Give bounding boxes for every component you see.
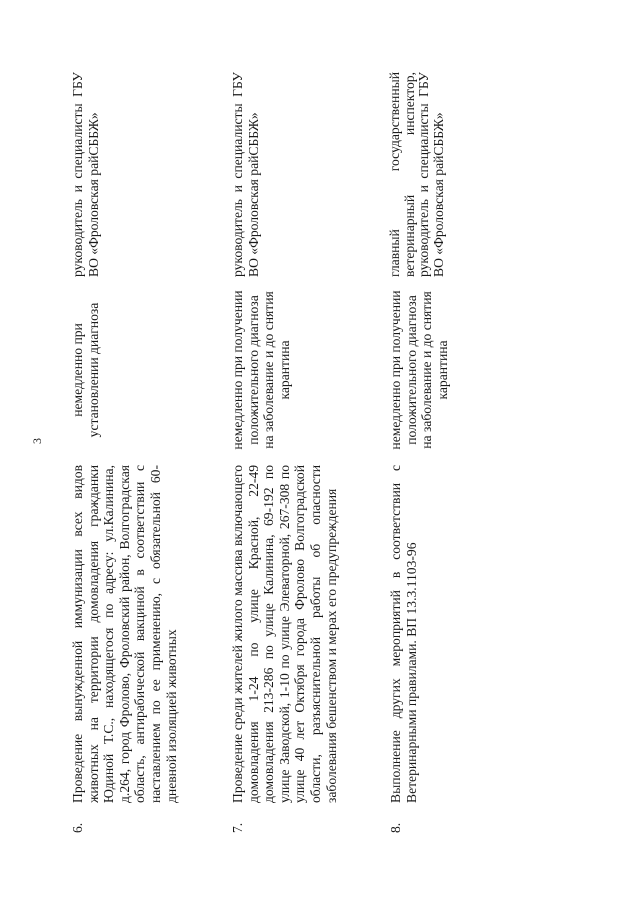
table-row bbox=[230, 55, 370, 845]
table-row bbox=[70, 55, 220, 845]
measure-description: Проведение среди жителей жилого массива включающего домовладения 1-24 по улице Красной, 22-49 домовладения 213-286 по улице Калинина, 69-192 по улице Заводской, 1-10 по улице Элеваторной, 267-308 по улице 40 лет Октября города Фролово Волгоградской области, разъяснительной работы об опасности заболевания бешенством и мерах его предупреждения bbox=[230, 465, 339, 803]
page-number: 3 bbox=[30, 438, 44, 444]
measure-responsible: руководитель и специалисты ГБУ ВО «Фроловская райСББЖ» bbox=[70, 72, 101, 277]
measures-table bbox=[70, 55, 470, 845]
measure-deadline: немедленно при установлении диагноза bbox=[70, 302, 101, 438]
row-number: 8. bbox=[388, 822, 403, 833]
measure-description: Выполнение других мероприятий в соответствии с Ветеринарными правилами. ВП 13.3.1103-96 bbox=[388, 465, 419, 803]
measure-deadline: немедленно при получении положительного диагноза на заболевание и до снятия карантина bbox=[388, 290, 450, 450]
measure-responsible: руководитель и специалисты ГБУ ВО «Фроловская райСББЖ» bbox=[230, 72, 261, 277]
row-number: 7. bbox=[230, 822, 245, 833]
measure-description: Проведение вынужденной иммунизации всех видов животных на территории домовладения гражданки Юдиной Т.С., находящегося по адресу: ул.Калинина, д.264, город Фролово, Фроловский район, Волгоградская область, антирабической вакциной в соответствии с наставлением по ее применению, с обязательной 60-дневной изоляцией животных bbox=[70, 465, 179, 803]
measure-responsible: главный государственный ветеринарный инспектор, руководитель и специалисты ГБУ ВО «Фроловская райСББЖ» bbox=[387, 72, 446, 277]
row-number: 6. bbox=[70, 822, 85, 833]
measure-deadline: немедленно при получении положительного диагноза на заболевание и до снятия карантина bbox=[230, 290, 292, 450]
table-row bbox=[388, 55, 470, 845]
